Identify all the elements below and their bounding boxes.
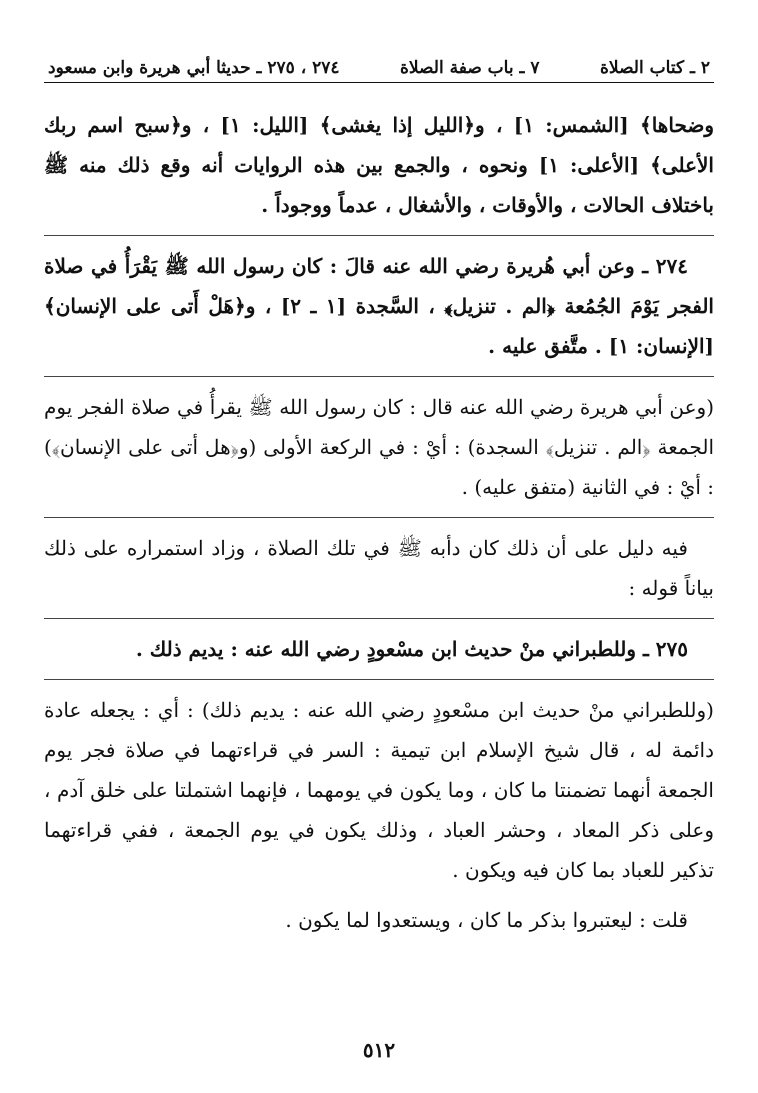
- header-chapter-title: ٧ ـ باب صفة الصلاة: [400, 58, 540, 78]
- section-divider: [44, 376, 714, 377]
- hadith-274-note: فيه دليل على أن ذلك كان دأبه ﷺ في تلك الصلاة ، وزاد استمراره على ذلك بياناً قوله :: [44, 536, 714, 600]
- header-rule: [44, 82, 714, 83]
- book-page: [44, 52, 714, 1062]
- section-divider: [44, 618, 714, 619]
- page-number: ٥١٢: [362, 1038, 396, 1062]
- section-divider: [44, 679, 714, 680]
- page-body: [44, 105, 714, 940]
- running-header: [44, 52, 714, 82]
- hadith-274-text: ٢٧٤ ـ وعن أبي هُريرة رضي الله عنه قالَ : كان رسول الله ﷺ يَقْرَأُ في صلاة الفجر يَوْمَ الجُمُعة ﴿الم . تنزيل﴾ ، السَّجدة [١ ـ ٢] ، و﴿هَلْ أَتى على الإنسان﴾ [الإنسان: ١] . متَّفق عليه .: [44, 254, 714, 358]
- section-divider: [44, 517, 714, 518]
- header-hadith-numbers: ٢٧٤ ، ٢٧٥ ـ حديثا أبي هريرة وابن مسعود: [48, 58, 340, 78]
- section-divider: [44, 235, 714, 236]
- author-remark: قلت : ليعتبروا بذكر ما كان ، ويستعدوا لما يكون .: [285, 908, 688, 932]
- hadith-274-commentary: (وعن أبي هريرة رضي الله عنه قال : كان رسول الله ﷺ يقرأُ في صلاة الفجر يوم الجمعة ﴿الم . تنزيل﴾ السجدة) : أيْ : في الركعة الأولى (و﴿هل أتى على الإنسان﴾) : أيْ : في الثانية (متفق عليه) .: [44, 395, 714, 499]
- paragraph-commentary-continuation: وضحاها﴾ [الشمس: ١] ، و﴿الليل إذا يغشى﴾ [الليل: ١] ، و﴿سبح اسم ربك الأعلى﴾ [الأعلى: ١] ونحوه ، والجمع بين هذه الروايات أنه وقع ذلك منه ﷺ باختلاف الحالات ، والأوقات ، والأشغال ، عدماً ووجوداً .: [44, 113, 714, 217]
- hadith-275-commentary: (وللطبراني منْ حديث ابن مسْعودٍ رضي الله عنه : يديم ذلك) : أي : يجعله عادة دائمة له ، قال شيخ الإسلام ابن تيمية : السر في قراءتهما في صلاة فجر يوم الجمعة أنهما تضمنتا ما كان ، وما يكون في يومهما ، فإنهما اشتملتا على خلق آدم ، وعلى ذكر المعاد ، وحشر العباد ، وذلك يكون في يوم الجمعة ، ففي قراءتهما تذكير للعباد بما كان فيه ويكون .: [44, 698, 714, 882]
- hadith-275-text: ٢٧٥ ـ وللطبراني منْ حديث ابن مسْعودٍ رضي الله عنه : يديم ذلك .: [135, 637, 688, 661]
- header-book-title: ٢ ـ كتاب الصلاة: [600, 58, 710, 78]
